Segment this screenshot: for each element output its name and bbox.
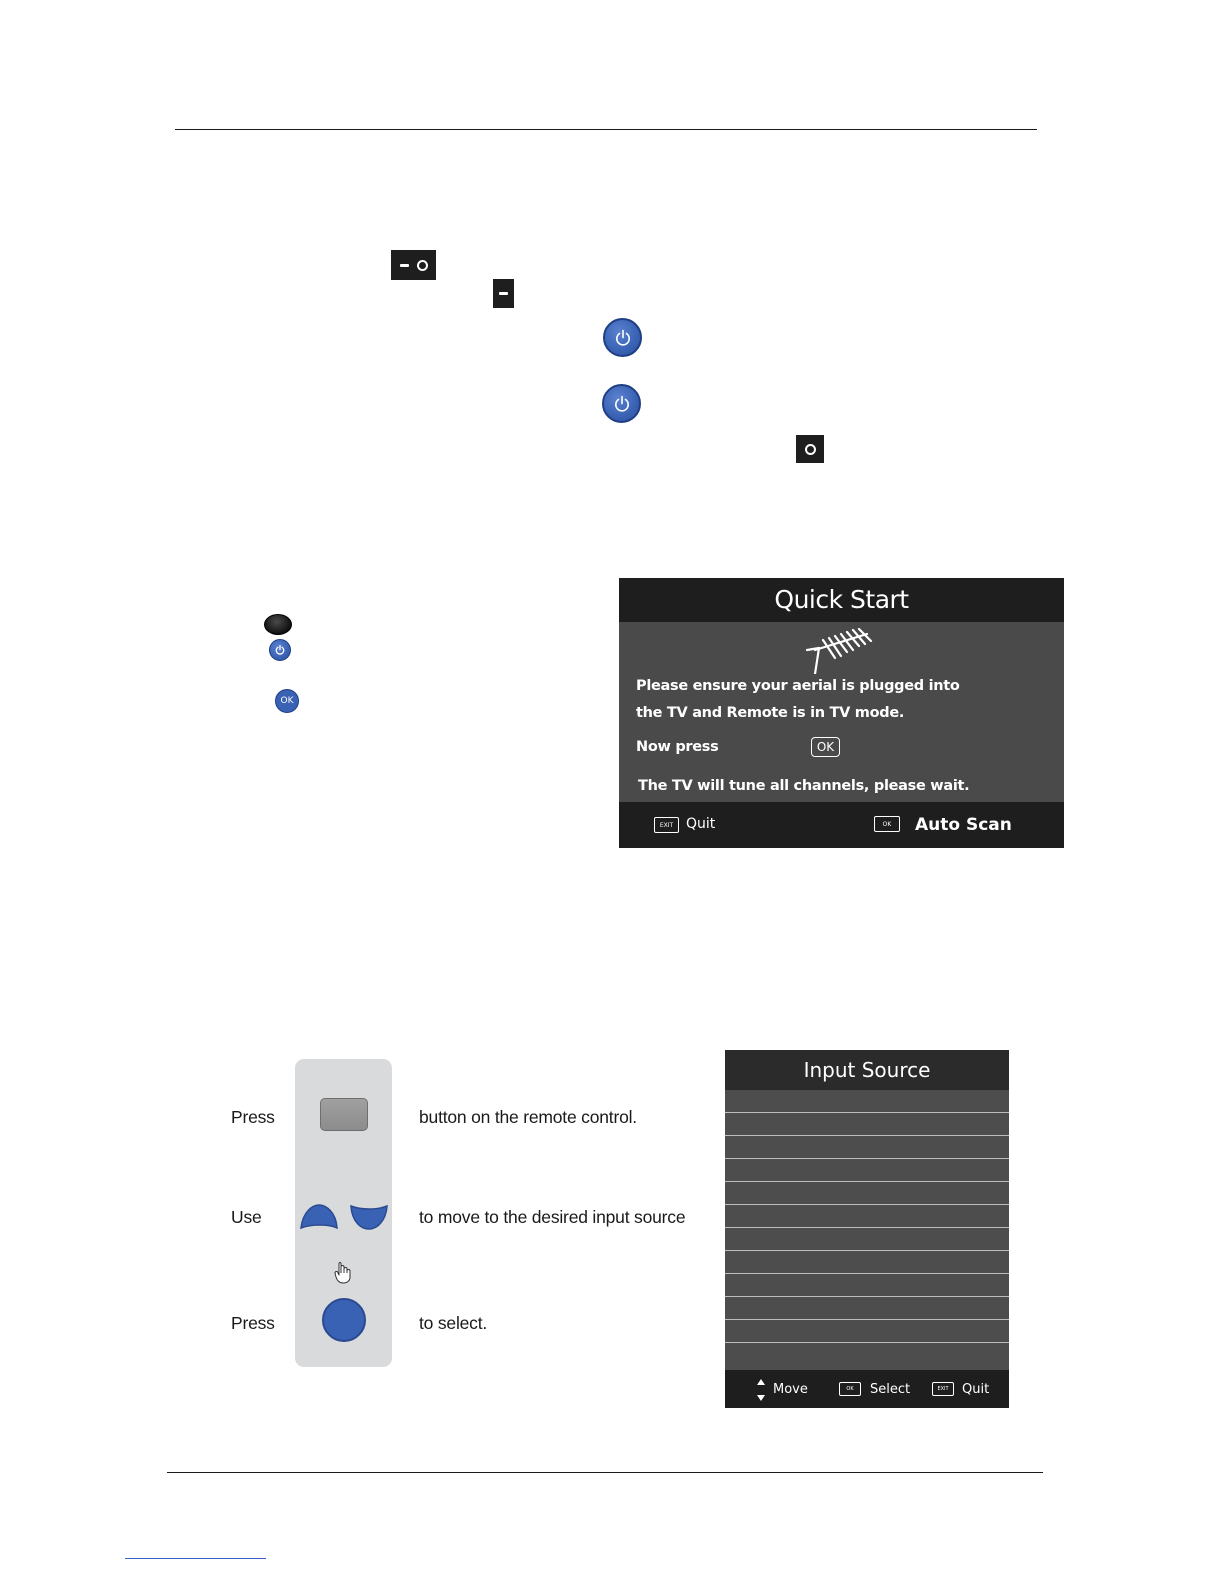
quit-label: Quit: [686, 816, 716, 832]
ok-key-icon: OK: [839, 1382, 861, 1396]
list-item[interactable]: [725, 1251, 1009, 1274]
list-item[interactable]: [725, 1205, 1009, 1228]
ok-key-icon: OK: [811, 737, 840, 757]
auto-scan-label: Auto Scan: [915, 815, 1012, 835]
list-item[interactable]: [725, 1159, 1009, 1182]
ok-button-icon: [322, 1298, 366, 1342]
quit-label: Quit: [962, 1382, 990, 1397]
list-item[interactable]: [725, 1343, 1009, 1366]
quick-start-line-2: the TV and Remote is in TV mode.: [636, 705, 905, 721]
power-symbol-icon: [612, 394, 632, 414]
ok-key-icon: OK: [874, 816, 900, 832]
switch-off-mark-icon: [417, 260, 428, 271]
exit-key-icon: EXIT: [654, 817, 679, 833]
quick-start-footer: [619, 802, 1064, 848]
quick-start-title: Quick Start: [619, 578, 1064, 622]
input-source-footer: [725, 1370, 1009, 1408]
standby-button-icon: [603, 318, 642, 357]
list-item[interactable]: [725, 1228, 1009, 1251]
list-item[interactable]: [725, 1274, 1009, 1297]
power-symbol-icon: [613, 328, 633, 348]
power-symbol-icon: [274, 644, 286, 656]
list-item[interactable]: [725, 1090, 1009, 1113]
instruction-2-lead: Use: [231, 1207, 262, 1227]
list-item[interactable]: [725, 1182, 1009, 1205]
power-switch-icon: [391, 250, 436, 280]
instruction-2-text: to move to the desired input source: [419, 1207, 686, 1227]
list-item[interactable]: [725, 1297, 1009, 1320]
input-source-title: Input Source: [725, 1050, 1009, 1090]
switch-on-mark-icon: [400, 264, 409, 267]
instruction-3-text: to select.: [419, 1313, 488, 1333]
switch-on-mark-icon: [499, 292, 508, 295]
select-label: Select: [870, 1382, 911, 1397]
quick-start-line-4: The TV will tune all channels, please wait.: [638, 778, 970, 794]
hand-pointer-icon: [333, 1261, 353, 1285]
footer-rule: [167, 1472, 1043, 1473]
move-label: Move: [773, 1382, 808, 1397]
source-button-icon: [320, 1098, 368, 1131]
down-arrow-button-icon: [349, 1203, 389, 1231]
quick-start-line-1: Please ensure your aerial is plugged into: [636, 678, 960, 694]
quick-start-screen: [619, 578, 1064, 848]
list-item[interactable]: [725, 1113, 1009, 1136]
aerial-antenna-icon: [805, 628, 875, 674]
standby-button-icon: [602, 384, 641, 423]
instruction-3-lead: Press: [231, 1313, 275, 1333]
up-arrow-button-icon: [299, 1203, 339, 1231]
header-rule: [175, 129, 1037, 130]
instruction-1-text: button on the remote control.: [419, 1107, 637, 1127]
input-source-screen: [725, 1050, 1009, 1408]
quick-start-now-press: Now press: [636, 739, 719, 755]
footer-link-underline: [125, 1558, 266, 1559]
switch-off-icon: [796, 435, 824, 463]
instruction-1-lead: Press: [231, 1107, 275, 1127]
list-item[interactable]: [725, 1136, 1009, 1159]
switch-on-icon: [493, 279, 514, 308]
switch-off-mark-icon: [805, 444, 816, 455]
up-down-arrows-icon: [756, 1378, 766, 1402]
remote-black-button-icon: [264, 614, 292, 635]
remote-ok-button-icon: OK: [275, 689, 299, 713]
list-item[interactable]: [725, 1320, 1009, 1343]
exit-key-icon: EXIT: [932, 1382, 954, 1396]
remote-power-button-icon: [269, 639, 291, 661]
